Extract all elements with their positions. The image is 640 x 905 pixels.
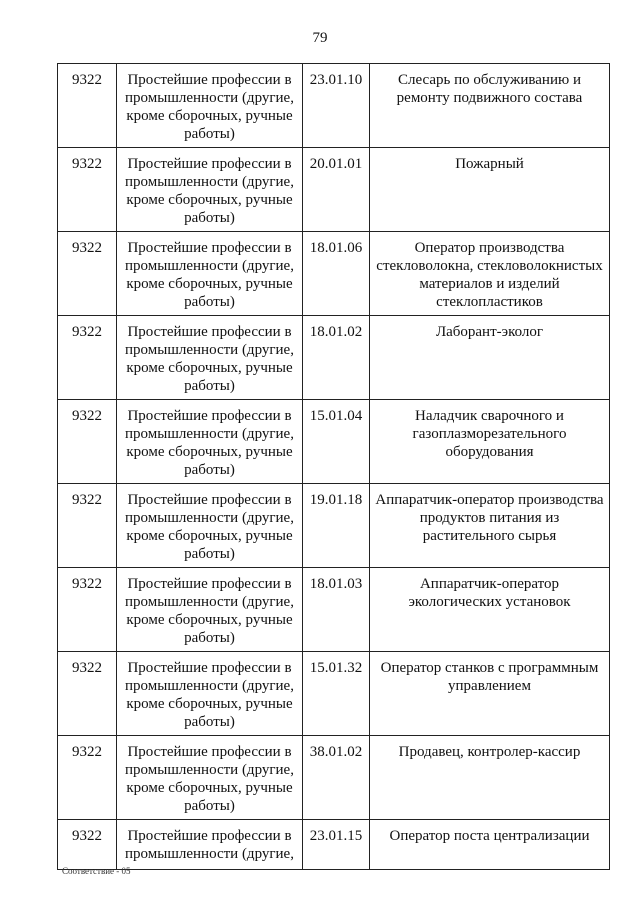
table-row [58, 652, 610, 736]
okz-code-cell: 9322 [58, 148, 117, 232]
occupation-group-cell: Простейшие профессии в промышленности (другие, кроме сборочных, ручные работы) [117, 64, 303, 148]
profession-number-cell: 18.01.03 [303, 568, 370, 652]
occupation-group-cell: Простейшие профессии в промышленности (другие, кроме сборочных, ручные работы) [117, 148, 303, 232]
table-row [58, 316, 610, 400]
occupation-group-cell: Простейшие профессии в промышленности (другие, кроме сборочных, ручные работы) [117, 316, 303, 400]
profession-name-cell: Аппаратчик-оператор производства продуктов питания из растительного сырья [370, 484, 610, 568]
profession-number-cell: 23.01.10 [303, 64, 370, 148]
profession-name-cell: Лаборант-эколог [370, 316, 610, 400]
profession-number-cell: 38.01.02 [303, 736, 370, 820]
table-row [58, 736, 610, 820]
profession-name-cell: Оператор производства стекловолокна, стекловолокнистых материалов и изделий стеклопластиков [370, 232, 610, 316]
table-row [58, 232, 610, 316]
profession-number-cell: 15.01.04 [303, 400, 370, 484]
table-row [58, 148, 610, 232]
profession-number-cell: 19.01.18 [303, 484, 370, 568]
profession-number-cell: 18.01.06 [303, 232, 370, 316]
profession-number-cell: 20.01.01 [303, 148, 370, 232]
profession-name-cell: Оператор станков с программным управлением [370, 652, 610, 736]
profession-number-cell: 23.01.15 [303, 820, 370, 870]
okz-code-cell: 9322 [58, 652, 117, 736]
profession-name-cell: Продавец, контролер-кассир [370, 736, 610, 820]
profession-name-cell: Пожарный [370, 148, 610, 232]
footer-note: Соответствие - 05 [62, 866, 131, 876]
occupation-group-cell: Простейшие профессии в промышленности (другие, кроме сборочных, ручные работы) [117, 652, 303, 736]
occupation-group-cell: Простейшие профессии в промышленности (другие, кроме сборочных, ручные работы) [117, 400, 303, 484]
profession-name-cell: Слесарь по обслуживанию и ремонту подвижного состава [370, 64, 610, 148]
table-row [58, 484, 610, 568]
table-row [58, 820, 610, 870]
professions-table [57, 63, 610, 870]
okz-code-cell: 9322 [58, 316, 117, 400]
okz-code-cell: 9322 [58, 484, 117, 568]
profession-name-cell: Аппаратчик-оператор экологических установок [370, 568, 610, 652]
profession-number-cell: 15.01.32 [303, 652, 370, 736]
occupation-group-cell: Простейшие профессии в промышленности (другие, кроме сборочных, ручные работы) [117, 484, 303, 568]
page-number: 79 [312, 30, 328, 46]
okz-code-cell: 9322 [58, 568, 117, 652]
okz-code-cell: 9322 [58, 400, 117, 484]
table-row [58, 64, 610, 148]
occupation-group-cell: Простейшие профессии в промышленности (другие, кроме сборочных, ручные работы) [117, 736, 303, 820]
table-row [58, 400, 610, 484]
okz-code-cell: 9322 [58, 736, 117, 820]
occupation-group-cell: Простейшие профессии в промышленности (другие, кроме сборочных, ручные работы) [117, 568, 303, 652]
profession-number-cell: 18.01.02 [303, 316, 370, 400]
profession-name-cell: Оператор поста централизации [370, 820, 610, 870]
table-row [58, 568, 610, 652]
profession-name-cell: Наладчик сварочного и газоплазморезательного оборудования [370, 400, 610, 484]
occupation-group-cell: Простейшие профессии в промышленности (другие, [117, 820, 303, 870]
okz-code-cell: 9322 [58, 64, 117, 148]
occupation-group-cell: Простейшие профессии в промышленности (другие, кроме сборочных, ручные работы) [117, 232, 303, 316]
okz-code-cell: 9322 [58, 232, 117, 316]
okz-code-cell: 9322 [58, 820, 117, 870]
